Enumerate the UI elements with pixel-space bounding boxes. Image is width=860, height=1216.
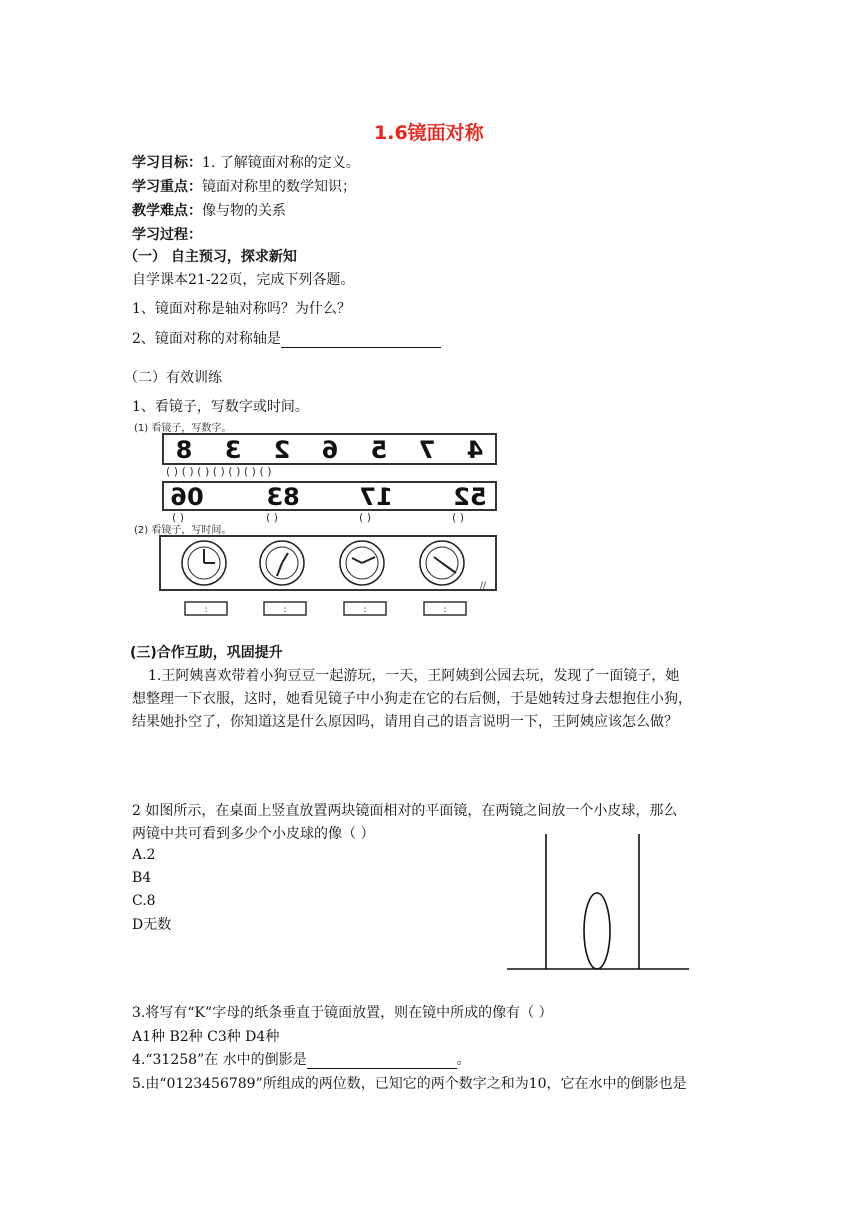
section3-p1-line2: 想整理一下衣服，这时，她看见镜子中小狗走在它的右后侧，于是她转过身去想抱住小狗， bbox=[132, 691, 692, 707]
row1-digits bbox=[176, 436, 484, 464]
option-c: C.8 bbox=[132, 893, 156, 909]
svg-text://: // bbox=[480, 581, 487, 591]
section2-heading: （二）有效训练 bbox=[124, 370, 222, 386]
section3-p1-line1: 1.王阿姨喜欢带着小狗豆豆一起游玩，一天，王阿姨到公园去玩，发现了一面镜子，她 bbox=[148, 668, 680, 684]
goal-line bbox=[132, 152, 360, 172]
row1-answer-parens[interactable] bbox=[166, 465, 272, 478]
section3-p2-line2: 两镜中共可看到多少个小皮球的像（ ） bbox=[132, 826, 375, 842]
section1-q2-line bbox=[132, 328, 441, 348]
mirror-number: 17 bbox=[359, 483, 393, 511]
section3-p5: 5.由“0123456789”所组成的两位数，已知它的两个数字之和为10，它在水中的倒影也是 bbox=[132, 1076, 687, 1092]
ball bbox=[584, 893, 610, 969]
section1-q2: 2、镜面对称的对称轴是 bbox=[132, 331, 281, 347]
goal-text: 1. 了解镜面对称的定义。 bbox=[202, 155, 360, 171]
svg-text::: : bbox=[363, 605, 367, 615]
difficulty-line bbox=[132, 200, 286, 220]
mirror-digit: 4 bbox=[466, 436, 484, 464]
focus-label: 学习重点： bbox=[132, 179, 202, 195]
section3-p2-line1: 2 如图所示，在桌面上竖直放置两块镜面相对的平面镜，在两镜之间放一个小皮球，那么 bbox=[132, 803, 678, 819]
section1-q1: 1、镜面对称是轴对称吗？为什么？ bbox=[132, 301, 351, 317]
goal-label: 学习目标： bbox=[132, 155, 202, 171]
difficulty-label: 教学难点： bbox=[132, 203, 202, 219]
svg-text:( ): ( ) bbox=[452, 511, 465, 524]
section3-p4-prefix: 4.“31258”在 水中的倒影是 bbox=[132, 1052, 307, 1068]
clock-1 bbox=[182, 541, 226, 585]
mirrors-diagram bbox=[505, 832, 691, 972]
clock-answer-boxes[interactable] bbox=[185, 602, 466, 615]
section2-q1: 1、看镜子，写数字或时间。 bbox=[132, 399, 309, 415]
clock-4 bbox=[420, 541, 464, 585]
section3-p1-line3: 结果她扑空了，你知道这是什么原因吗，请用自己的语言说明一下，王阿姨应该怎么做？ bbox=[132, 714, 678, 730]
section3-p4-line bbox=[132, 1049, 471, 1069]
row2-numbers bbox=[170, 483, 486, 511]
answer-blank[interactable] bbox=[281, 333, 441, 348]
svg-text:( ) ( ) (: ( ) ( ) ( ) ( ) ( ) ( ) ( ) bbox=[166, 465, 272, 478]
svg-text:( ): ( ) bbox=[359, 511, 372, 524]
figure-part2-label: (2) 看镜子，写时间。 bbox=[134, 525, 232, 536]
mirror-digit: 3 bbox=[224, 436, 242, 464]
option-a: A.2 bbox=[132, 847, 156, 863]
section3-p3-options: A1种 B2种 C3种 D4种 bbox=[132, 1029, 280, 1045]
option-b: B4 bbox=[132, 870, 152, 886]
mirror-digit: 5 bbox=[370, 436, 388, 464]
section3-heading: (三)合作互助，巩固提升 bbox=[130, 645, 283, 661]
focus-text: 镜面对称里的数学知识； bbox=[202, 179, 356, 195]
svg-text:( ): ( ) bbox=[266, 511, 279, 524]
mirror-digit: 7 bbox=[418, 436, 436, 464]
svg-text::: : bbox=[204, 605, 208, 615]
clock-3 bbox=[340, 541, 384, 585]
mirror-digit: 2 bbox=[273, 436, 291, 464]
focus-line bbox=[132, 176, 356, 196]
option-d: D无数 bbox=[132, 917, 172, 933]
mirror-number: 06 bbox=[170, 483, 204, 511]
difficulty-text: 像与物的关系 bbox=[202, 203, 286, 219]
page-title: 1.6镜面对称 bbox=[374, 122, 484, 144]
mirror-digit: 6 bbox=[321, 436, 339, 464]
mirror-figure bbox=[130, 418, 500, 618]
answer-blank[interactable] bbox=[307, 1054, 457, 1069]
svg-text::: : bbox=[443, 605, 447, 615]
mirror-digit: 8 bbox=[175, 436, 193, 464]
svg-text::: : bbox=[283, 605, 287, 615]
row2-answer-parens[interactable] bbox=[172, 511, 464, 524]
clock-2 bbox=[260, 541, 304, 585]
clocks bbox=[182, 541, 464, 585]
section3-p3: 3.将写有“K”字母的纸条垂直于镜面放置，则在镜中所成的像有（ ） bbox=[132, 1005, 553, 1021]
process-label: 学习过程： bbox=[132, 227, 202, 243]
mirror-number: 52 bbox=[453, 483, 487, 511]
mirror-number: 83 bbox=[266, 483, 300, 511]
svg-text:( ): ( ) bbox=[172, 511, 185, 524]
section1-heading: （一） 自主预习，探求新知 bbox=[124, 249, 297, 265]
figure-part1-label: (1) 看镜子，写数字。 bbox=[134, 423, 232, 434]
section3-p4-suffix: 。 bbox=[456, 1052, 471, 1068]
section1-intro: 自学课本21-22页，完成下列各题。 bbox=[132, 272, 355, 288]
digits-box-row2 bbox=[163, 482, 496, 510]
